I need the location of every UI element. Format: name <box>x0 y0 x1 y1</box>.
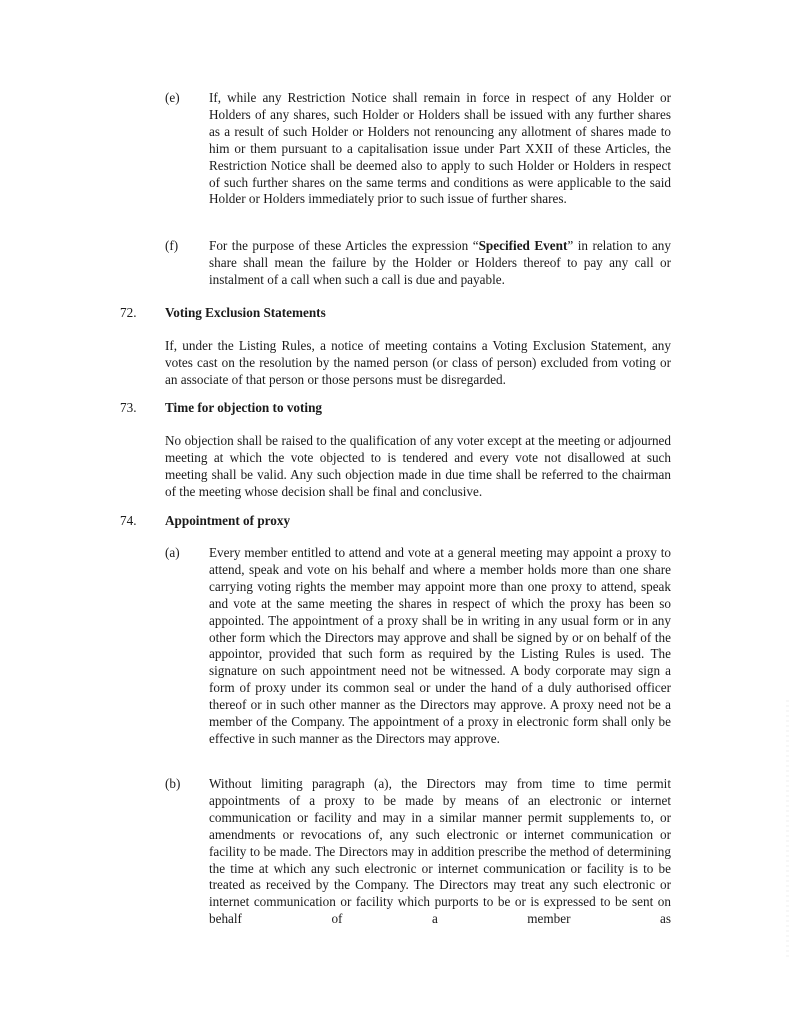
item-label-f: (f) <box>165 238 179 253</box>
section-number-72: 72. <box>120 305 137 320</box>
section-number-74: 74. <box>120 513 137 528</box>
item-label-e: (e) <box>165 90 180 105</box>
subitem-label-b: (b) <box>165 776 181 791</box>
section-number-73: 73. <box>120 400 137 415</box>
section-heading-72: Voting Exclusion Statements <box>165 305 326 320</box>
item-text-f-before: For the purpose of these Articles the expression “ <box>209 238 479 253</box>
subitem-text-b: Without limiting paragraph (a), the Directors may from time to time permit appointments of a proxy to be made by means of an electronic or internet communication or facility and may in a similar manner permit supplements to, or amendments or revocations of, any such electronic or internet communication or facility to be made. The Directors may in addition prescribe the method of determining the time at which any such electronic or internet communication or facility is to be treated as received by the Company. The Directors may treat any such electronic or internet communication or facility which purports to be or is expressed to be sent on behalf of a member as <box>209 776 671 927</box>
section-body-73: No objection shall be raised to the qualification of any voter except at the meeting or adjourned meeting at which the vote objected to is tendered and every vote not disallowed at such meeting shall be valid. Any such objection made in due time shall be referred to the chairman of the meeting whose decision shall be final and conclusive. <box>165 433 671 499</box>
section-heading-73: Time for objection to voting <box>165 400 323 415</box>
subitem-text-a: Every member entitled to attend and vote at a general meeting may appoint a proxy to attend, speak and vote on his behalf and where a member holds more than one share carrying voting rights the member may appoint more than one proxy to attend, speak and vote at the same meeting the shares in respect of which the proxy has been so appointed. The appointment of a proxy shall be in writing in any usual form or in any other form which the Directors may approve and shall be signed by or on behalf of the appointor, provided that such form as required by the Listing Rules is used. The signature on such appointment need not be witnessed. A body corporate may sign a form of proxy under its common seal or under the hand of a duly authorised officer thereof or in such other manner as the Directors may approve. A proxy need not be a member of the Company. The appointment of a proxy in electronic form shall only be effective in such manner as the Directors may approve. <box>209 545 671 746</box>
item-text-f-after: ” in relation to any share shall mean the failure by the Holder or Holders thereof to pay any call or instalment of a call when such a call is due and payable. <box>209 238 671 287</box>
subitem-label-a: (a) <box>165 545 180 560</box>
item-text-e: If, while any Restriction Notice shall remain in force in respect of any Holder or Holders of any shares, such Holder or Holders shall be issued with any further shares as a result of such Holder or Holders not renouncing any allotment of shares made to him or them pursuant to a capitalisation issue under Part XXII of these Articles, the Restriction Notice shall be deemed also to apply to such Holder or Holders in respect of such further shares on the same terms and conditions as were applicable to the said Holder or Holders immediately prior to such issue of further shares. <box>209 90 671 207</box>
item-text-f <box>209 238 671 289</box>
scan-edge-artifact <box>786 700 789 960</box>
section-body-72: If, under the Listing Rules, a notice of meeting contains a Voting Exclusion Statement, any votes cast on the resolution by the named person (or class of person) excluded from voting or an associate of that person or those persons must be disregarded. <box>165 338 671 387</box>
section-heading-74: Appointment of proxy <box>165 513 291 528</box>
defined-term-specified-event: Specified Event <box>478 238 568 253</box>
